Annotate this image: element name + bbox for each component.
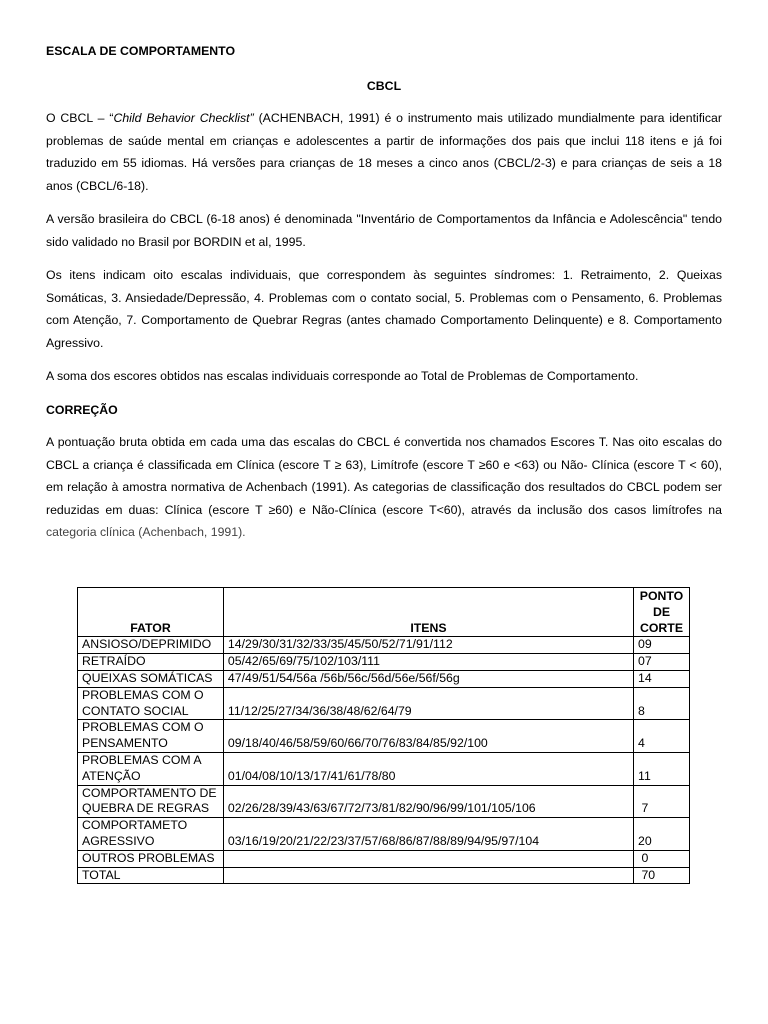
row-corte: 0 [634, 850, 690, 867]
row-fator: QUEIXAS SOMÁTICAS [78, 670, 224, 687]
header-ponto-line-1: PONTO [639, 589, 684, 603]
row-fator: TOTAL [78, 867, 224, 884]
row-corte: 11 [634, 752, 690, 785]
header-ponto-de-corte [634, 588, 690, 637]
header-itens: ITENS [223, 588, 633, 637]
row-corte: 07 [634, 654, 690, 671]
table-header-row [78, 588, 690, 637]
correction-p1-end: categoria clínica (Achenbach, 1991). [46, 525, 246, 539]
row-itens: 03/16/19/20/21/22/23/37/57/68/86/87/88/89/94/95/97/104 [223, 818, 633, 851]
row-fator-line-1: PROBLEMAS COM O [82, 687, 204, 702]
table-row [78, 867, 690, 884]
row-fator-line-2: QUEBRA DE REGRAS [82, 801, 210, 816]
row-itens: 14/29/30/31/32/33/35/45/50/52/71/91/112 [223, 637, 633, 654]
row-fator: RETRAÍDO [78, 654, 224, 671]
row-fator-line-2: ATENÇÃO [82, 768, 141, 783]
row-corte: 8 [634, 687, 690, 720]
intro-paragraph-3: Os itens indicam oito escalas individuais, que correspondem às seguintes síndromes: 1. Retraimento, 2. Queixas Somáticas, 3. Ansiedade/Depressão, 4. Problemas com o contato social, 5. Problemas com o Pensamento, 6. Problemas com Atenção, 7. Comportamento de Quebrar Regras (antes chamado Comportamento Delinquente) e 8. Comportamento Agressivo. [46, 268, 722, 350]
table-row [78, 720, 690, 753]
row-fator-line-1: COMPORTAMENTO DE [82, 785, 217, 800]
header-ponto-line-2: DE [652, 604, 671, 619]
correction-p1-start: A pontuação bruta obtida em cada uma das escalas do CBCL é convertida nos chamados Escores T. Nas oito escalas do CBCL a criança é classificada em Clínica (escore T ≥ 63), Limítrofe (escore T ≥60 e <63) ou Não- Clínica (escore T < 60), em relação à amostra normativa de Achenbach (1991). As categorias de classificação dos resultados do CBCL podem ser reduzidas em duas: Clínica (escore T ≥60) e Não-Clínica (escore T<60), através da inclusão dos casos limítrofes na [46, 435, 722, 517]
row-corte: 4 [634, 720, 690, 753]
table-row [78, 785, 690, 818]
table-row [78, 637, 690, 654]
document-subtitle: CBCL [366, 78, 402, 93]
row-fator: OUTROS PROBLEMAS [78, 850, 224, 867]
header-fator: FATOR [78, 588, 224, 637]
row-corte: 09 [634, 637, 690, 654]
document-title: ESCALA DE COMPORTAMENTO [46, 44, 236, 58]
row-itens: 01/04/08/10/13/17/41/61/78/80 [223, 752, 633, 785]
row-corte: 70 [634, 867, 690, 884]
intro-paragraph-2: A versão brasileira do CBCL (6-18 anos) é denominada "Inventário de Comportamentos da Infância e Adolescência" tendo sido validado no Brasil por BORDIN et al, 1995. [46, 212, 722, 249]
intro-p1-start: O CBCL – “ [46, 111, 114, 125]
row-fator [78, 785, 224, 818]
document-page [46, 40, 722, 555]
scores-table [77, 587, 690, 884]
row-itens: 11/12/25/27/34/36/38/48/62/64/79 [223, 687, 633, 720]
table-row [78, 752, 690, 785]
row-fator-line-1: COMPORTAMETO [82, 818, 188, 833]
intro-paragraph-4: A soma dos escores obtidos nas escalas individuais corresponde ao Total de Problemas de Comportamento. [46, 369, 639, 383]
table-row [78, 670, 690, 687]
row-corte: 20 [634, 818, 690, 851]
row-fator [78, 752, 224, 785]
row-fator-line-1: PROBLEMAS COM O [82, 720, 204, 735]
row-fator-line-1: PROBLEMAS COM A [82, 752, 202, 767]
row-itens: 47/49/51/54/56a /56b/56c/56d/56e/56f/56g [223, 670, 633, 687]
row-fator-line-2: CONTATO SOCIAL [82, 703, 189, 718]
table-row [78, 687, 690, 720]
row-corte: 14 [634, 670, 690, 687]
row-fator: ANSIOSO/DEPRIMIDO [78, 637, 224, 654]
row-fator-line-2: AGRESSIVO [82, 833, 155, 848]
intro-paragraph-1 [46, 107, 722, 197]
row-fator-line-2: PENSAMENTO [82, 736, 168, 751]
table-row [78, 818, 690, 851]
row-itens: 05/42/65/69/75/102/103/111 [223, 654, 633, 671]
row-itens [223, 867, 633, 884]
row-fator [78, 818, 224, 851]
table-row [78, 654, 690, 671]
row-corte: 7 [634, 785, 690, 818]
row-fator [78, 687, 224, 720]
correction-paragraph [46, 431, 722, 544]
row-itens [223, 850, 633, 867]
row-itens: 02/26/28/39/43/63/67/72/73/81/82/90/96/99/101/105/106 [223, 785, 633, 818]
intro-p1-end: (ACHENBACH, 1991) é o instrumento mais utilizado mundialmente para identificar problemas de saúde mental em crianças e adolescentes a partir de informações dos pais que inclui 118 itens e já foi traduzido em 55 idiomas. Há versões para crianças de 18 meses a cinco anos (CBCL/2-3) e para crianças de seis a 18 anos (CBCL/6-18). [46, 111, 722, 193]
table-row [78, 850, 690, 867]
row-fator [78, 720, 224, 753]
header-ponto-line-3: CORTE [639, 620, 684, 635]
row-itens: 09/18/40/46/58/59/60/66/70/76/83/84/85/92/100 [223, 720, 633, 753]
intro-p1-italic: Child Behavior Checklist” [113, 111, 254, 125]
correction-heading: CORREÇÃO [46, 402, 118, 417]
